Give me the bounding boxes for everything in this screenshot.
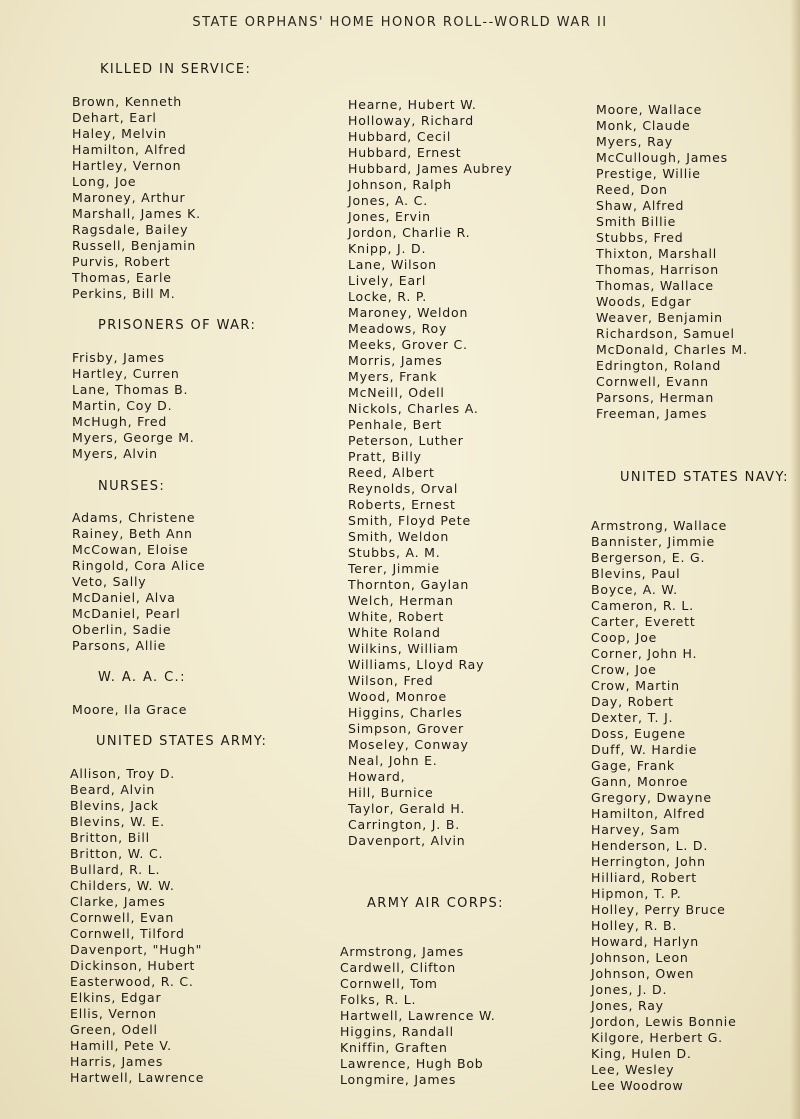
name-entry: Terer, Jimmie — [348, 561, 440, 576]
name-entry: Childers, W. W. — [70, 878, 175, 893]
name-entry: Thomas, Earle — [72, 270, 172, 285]
name-entry: Holley, Perry Bruce — [591, 902, 726, 917]
name-entry: Gregory, Dwayne — [591, 790, 712, 805]
name-entry: Ringold, Cora Alice — [72, 558, 206, 573]
name-entry: Easterwood, R. C. — [70, 974, 194, 989]
name-entry: Purvis, Robert — [72, 254, 171, 269]
name-entry: Johnson, Owen — [591, 966, 695, 981]
name-entry: Hamill, Pete V. — [70, 1038, 172, 1053]
name-entry: Martin, Coy D. — [72, 398, 173, 413]
name-entry: Myers, George M. — [72, 430, 195, 445]
name-entry: Blevins, Paul — [591, 566, 681, 581]
name-entry: Johnson, Ralph — [348, 177, 452, 192]
name-entry: Morris, James — [348, 353, 443, 368]
name-entry: Howard, — [348, 769, 406, 784]
name-entry: Frisby, James — [72, 350, 165, 365]
name-entry: Hamilton, Alfred — [591, 806, 706, 821]
page-edge-shadow — [790, 0, 800, 1119]
name-entry: Herrington, John — [591, 854, 706, 869]
name-entry: Cardwell, Clifton — [340, 960, 456, 975]
name-entry: Allison, Troy D. — [70, 766, 176, 781]
name-entry: Blevins, W. E. — [70, 814, 165, 829]
heading-waac: W. A. A. C.: — [98, 670, 186, 685]
name-entry: Reed, Albert — [348, 465, 435, 480]
name-entry: Myers, Frank — [348, 369, 438, 384]
list-waac — [72, 702, 187, 718]
name-entry: Bergerson, E. G. — [591, 550, 706, 565]
name-entry: Davenport, Alvin — [348, 833, 466, 848]
name-entry: Hamilton, Alfred — [72, 142, 187, 157]
name-entry: Cornwell, Tilford — [70, 926, 185, 941]
heading-prisoners-of-war: PRISONERS OF WAR: — [98, 318, 257, 333]
name-entry: McCullough, James — [596, 150, 728, 165]
name-entry: Thomas, Wallace — [596, 278, 714, 293]
name-entry: Hipmon, T. P. — [591, 886, 682, 901]
name-entry: McDaniel, Pearl — [72, 606, 181, 621]
name-entry: Locke, R. P. — [348, 289, 428, 304]
name-entry: Dexter, T. J. — [591, 710, 674, 725]
heading-nurses: NURSES: — [98, 479, 166, 494]
name-entry: Britton, W. C. — [70, 846, 164, 861]
name-entry: Kilgore, Herbert G. — [591, 1030, 723, 1045]
name-entry: Stubbs, A. M. — [348, 545, 441, 560]
name-entry: Freeman, James — [596, 406, 708, 421]
name-entry: Veto, Sally — [72, 574, 147, 589]
list-killed-in-service — [72, 94, 201, 302]
name-entry: Blevins, Jack — [70, 798, 159, 813]
name-entry: Thornton, Gaylan — [348, 577, 470, 592]
name-entry: Marshall, James K. — [72, 206, 201, 221]
name-entry: Moore, Ila Grace — [72, 702, 188, 717]
name-entry: Britton, Bill — [70, 830, 150, 845]
name-entry: Elkins, Edgar — [70, 990, 162, 1005]
heading-united-states-army: UNITED STATES ARMY: — [96, 734, 268, 749]
name-entry: Jones, Ray — [591, 998, 664, 1013]
name-entry: Cornwell, Tom — [340, 976, 438, 991]
name-entry: Holley, R. B. — [591, 918, 678, 933]
name-entry: Hartley, Vernon — [72, 158, 182, 173]
name-entry: Carter, Everett — [591, 614, 696, 629]
name-entry: Stubbs, Fred — [596, 230, 684, 245]
name-entry: Reed, Don — [596, 182, 668, 197]
name-entry: Cornwell, Evann — [596, 374, 709, 389]
name-entry: Jordon, Charlie R. — [348, 225, 471, 240]
name-entry: Wood, Monroe — [348, 689, 447, 704]
name-entry: Maroney, Weldon — [348, 305, 469, 320]
name-entry: Maroney, Arthur — [72, 190, 186, 205]
name-entry: Smith Billie — [596, 214, 677, 229]
name-entry: Ragsdale, Bailey — [72, 222, 189, 237]
name-entry: Bannister, Jimmie — [591, 534, 716, 549]
name-entry: Moore, Wallace — [596, 102, 703, 117]
name-entry: Beard, Alvin — [70, 782, 156, 797]
name-entry: Holloway, Richard — [348, 113, 474, 128]
name-entry: Adams, Christene — [72, 510, 196, 525]
name-entry: Lively, Earl — [348, 273, 427, 288]
name-entry: Hill, Burnice — [348, 785, 434, 800]
name-entry: Hubbard, James Aubrey — [348, 161, 513, 176]
name-entry: Armstrong, Wallace — [591, 518, 728, 533]
name-entry: Edrington, Roland — [596, 358, 722, 373]
name-entry: Kniffin, Graften — [340, 1040, 448, 1055]
name-entry: Higgins, Charles — [348, 705, 463, 720]
heading-killed-in-service: KILLED IN SERVICE: — [100, 62, 252, 77]
name-entry: Perkins, Bill M. — [72, 286, 176, 301]
name-entry: Ellis, Vernon — [70, 1006, 157, 1021]
name-entry: Myers, Ray — [596, 134, 673, 149]
list-prisoners-of-war — [72, 350, 195, 462]
name-entry: Myers, Alvin — [72, 446, 158, 461]
name-entry: Green, Odell — [70, 1022, 158, 1037]
name-entry: Lee Woodrow — [591, 1078, 684, 1093]
name-entry: Thomas, Harrison — [596, 262, 719, 277]
name-entry: Gage, Frank — [591, 758, 675, 773]
list-army-col3 — [596, 102, 748, 422]
name-entry: Brown, Kenneth — [72, 94, 183, 109]
name-entry: Penhale, Bert — [348, 417, 443, 432]
name-entry: Smith, Floyd Pete — [348, 513, 471, 528]
list-nurses — [72, 510, 205, 654]
name-entry: Moseley, Conway — [348, 737, 469, 752]
list-army-col2 — [348, 97, 513, 849]
name-entry: Dehart, Earl — [72, 110, 157, 125]
name-entry: Johnson, Leon — [591, 950, 689, 965]
name-entry: McDonald, Charles M. — [596, 342, 748, 357]
name-entry: King, Hulen D. — [591, 1046, 692, 1061]
name-entry: Russell, Benjamin — [72, 238, 197, 253]
name-entry: Crow, Martin — [591, 678, 680, 693]
name-entry: Pratt, Billy — [348, 449, 422, 464]
name-entry: Meadows, Roy — [348, 321, 448, 336]
name-entry: Coop, Joe — [591, 630, 658, 645]
name-entry: Cornwell, Evan — [70, 910, 175, 925]
name-entry: Clarke, James — [70, 894, 166, 909]
page-title: STATE ORPHANS' HOME HONOR ROLL--WORLD WAR II — [192, 15, 608, 30]
name-entry: Henderson, L. D. — [591, 838, 709, 853]
name-entry: Doss, Eugene — [591, 726, 686, 741]
name-entry: Weaver, Benjamin — [596, 310, 723, 325]
name-entry: Oberlin, Sadie — [72, 622, 172, 637]
name-entry: Richardson, Samuel — [596, 326, 735, 341]
name-entry: Parsons, Allie — [72, 638, 167, 653]
name-entry: Lee, Wesley — [591, 1062, 675, 1077]
name-entry: Knipp, J. D. — [348, 241, 427, 256]
name-entry: Jones, J. D. — [591, 982, 668, 997]
name-entry: Carrington, J. B. — [348, 817, 460, 832]
name-entry: McCowan, Eloise — [72, 542, 189, 557]
name-entry: Harris, James — [70, 1054, 164, 1069]
name-entry: Peterson, Luther — [348, 433, 464, 448]
name-entry: Neal, John E. — [348, 753, 438, 768]
name-entry: Higgins, Randall — [340, 1024, 454, 1039]
name-entry: Lane, Thomas B. — [72, 382, 189, 397]
name-entry: Meeks, Grover C. — [348, 337, 468, 352]
name-entry: Bullard, R. L. — [70, 862, 161, 877]
name-entry: Hartwell, Lawrence W. — [340, 1008, 496, 1023]
name-entry: Rainey, Beth Ann — [72, 526, 193, 541]
name-entry: Crow, Joe — [591, 662, 657, 677]
name-entry: Hubbard, Ernest — [348, 145, 462, 160]
name-entry: Long, Joe — [72, 174, 137, 189]
name-entry: White, Robert — [348, 609, 445, 624]
name-entry: Smith, Weldon — [348, 529, 450, 544]
name-entry: Hartwell, Lawrence — [70, 1070, 205, 1085]
heading-united-states-navy: UNITED STATES NAVY: — [620, 470, 789, 485]
name-entry: Longmire, James — [340, 1072, 457, 1087]
name-entry: Lawrence, Hugh Bob — [340, 1056, 484, 1071]
name-entry: Dickinson, Hubert — [70, 958, 196, 973]
name-entry: Welch, Herman — [348, 593, 454, 608]
name-entry: Armstrong, James — [340, 944, 464, 959]
name-entry: McDaniel, Alva — [72, 590, 176, 605]
name-entry: Hilliard, Robert — [591, 870, 697, 885]
name-entry: Parsons, Herman — [596, 390, 715, 405]
name-entry: Thixton, Marshall — [596, 246, 718, 261]
name-entry: Day, Robert — [591, 694, 674, 709]
name-entry: Simpson, Grover — [348, 721, 464, 736]
name-entry: Nickols, Charles A. — [348, 401, 479, 416]
name-entry: Shaw, Alfred — [596, 198, 685, 213]
name-entry: White Roland — [348, 625, 441, 640]
name-entry: Harvey, Sam — [591, 822, 681, 837]
name-entry: Duff, W. Hardie — [591, 742, 698, 757]
name-entry: Wilkins, William — [348, 641, 459, 656]
list-army-air-corps — [340, 944, 495, 1088]
name-entry: Boyce, A. W. — [591, 582, 678, 597]
name-entry: Wilson, Fred — [348, 673, 434, 688]
name-entry: Roberts, Ernest — [348, 497, 456, 512]
name-entry: Woods, Edgar — [596, 294, 692, 309]
name-entry: Cameron, R. L. — [591, 598, 694, 613]
name-entry: Hubbard, Cecil — [348, 129, 452, 144]
name-entry: Hearne, Hubert W. — [348, 97, 477, 112]
name-entry: Taylor, Gerald H. — [348, 801, 466, 816]
name-entry: Folks, R. L. — [340, 992, 417, 1007]
name-entry: Jordon, Lewis Bonnie — [591, 1014, 737, 1029]
name-entry: McNeill, Odell — [348, 385, 445, 400]
name-entry: Reynolds, Orval — [348, 481, 459, 496]
name-entry: Monk, Claude — [596, 118, 691, 133]
name-entry: Haley, Melvin — [72, 126, 167, 141]
list-united-states-navy — [591, 518, 737, 1094]
name-entry: Prestige, Willie — [596, 166, 701, 181]
name-entry: Howard, Harlyn — [591, 934, 699, 949]
name-entry: Hartley, Curren — [72, 366, 180, 381]
name-entry: Davenport, "Hugh" — [70, 942, 203, 957]
heading-army-air-corps: ARMY AIR CORPS: — [367, 896, 504, 911]
name-entry: Jones, A. C. — [348, 193, 428, 208]
name-entry: Williams, Lloyd Ray — [348, 657, 485, 672]
name-entry: Lane, Wilson — [348, 257, 437, 272]
list-army-col1 — [70, 766, 204, 1086]
name-entry: Corner, John H. — [591, 646, 698, 661]
name-entry: McHugh, Fred — [72, 414, 168, 429]
name-entry: Jones, Ervin — [348, 209, 431, 224]
name-entry: Gann, Monroe — [591, 774, 689, 789]
